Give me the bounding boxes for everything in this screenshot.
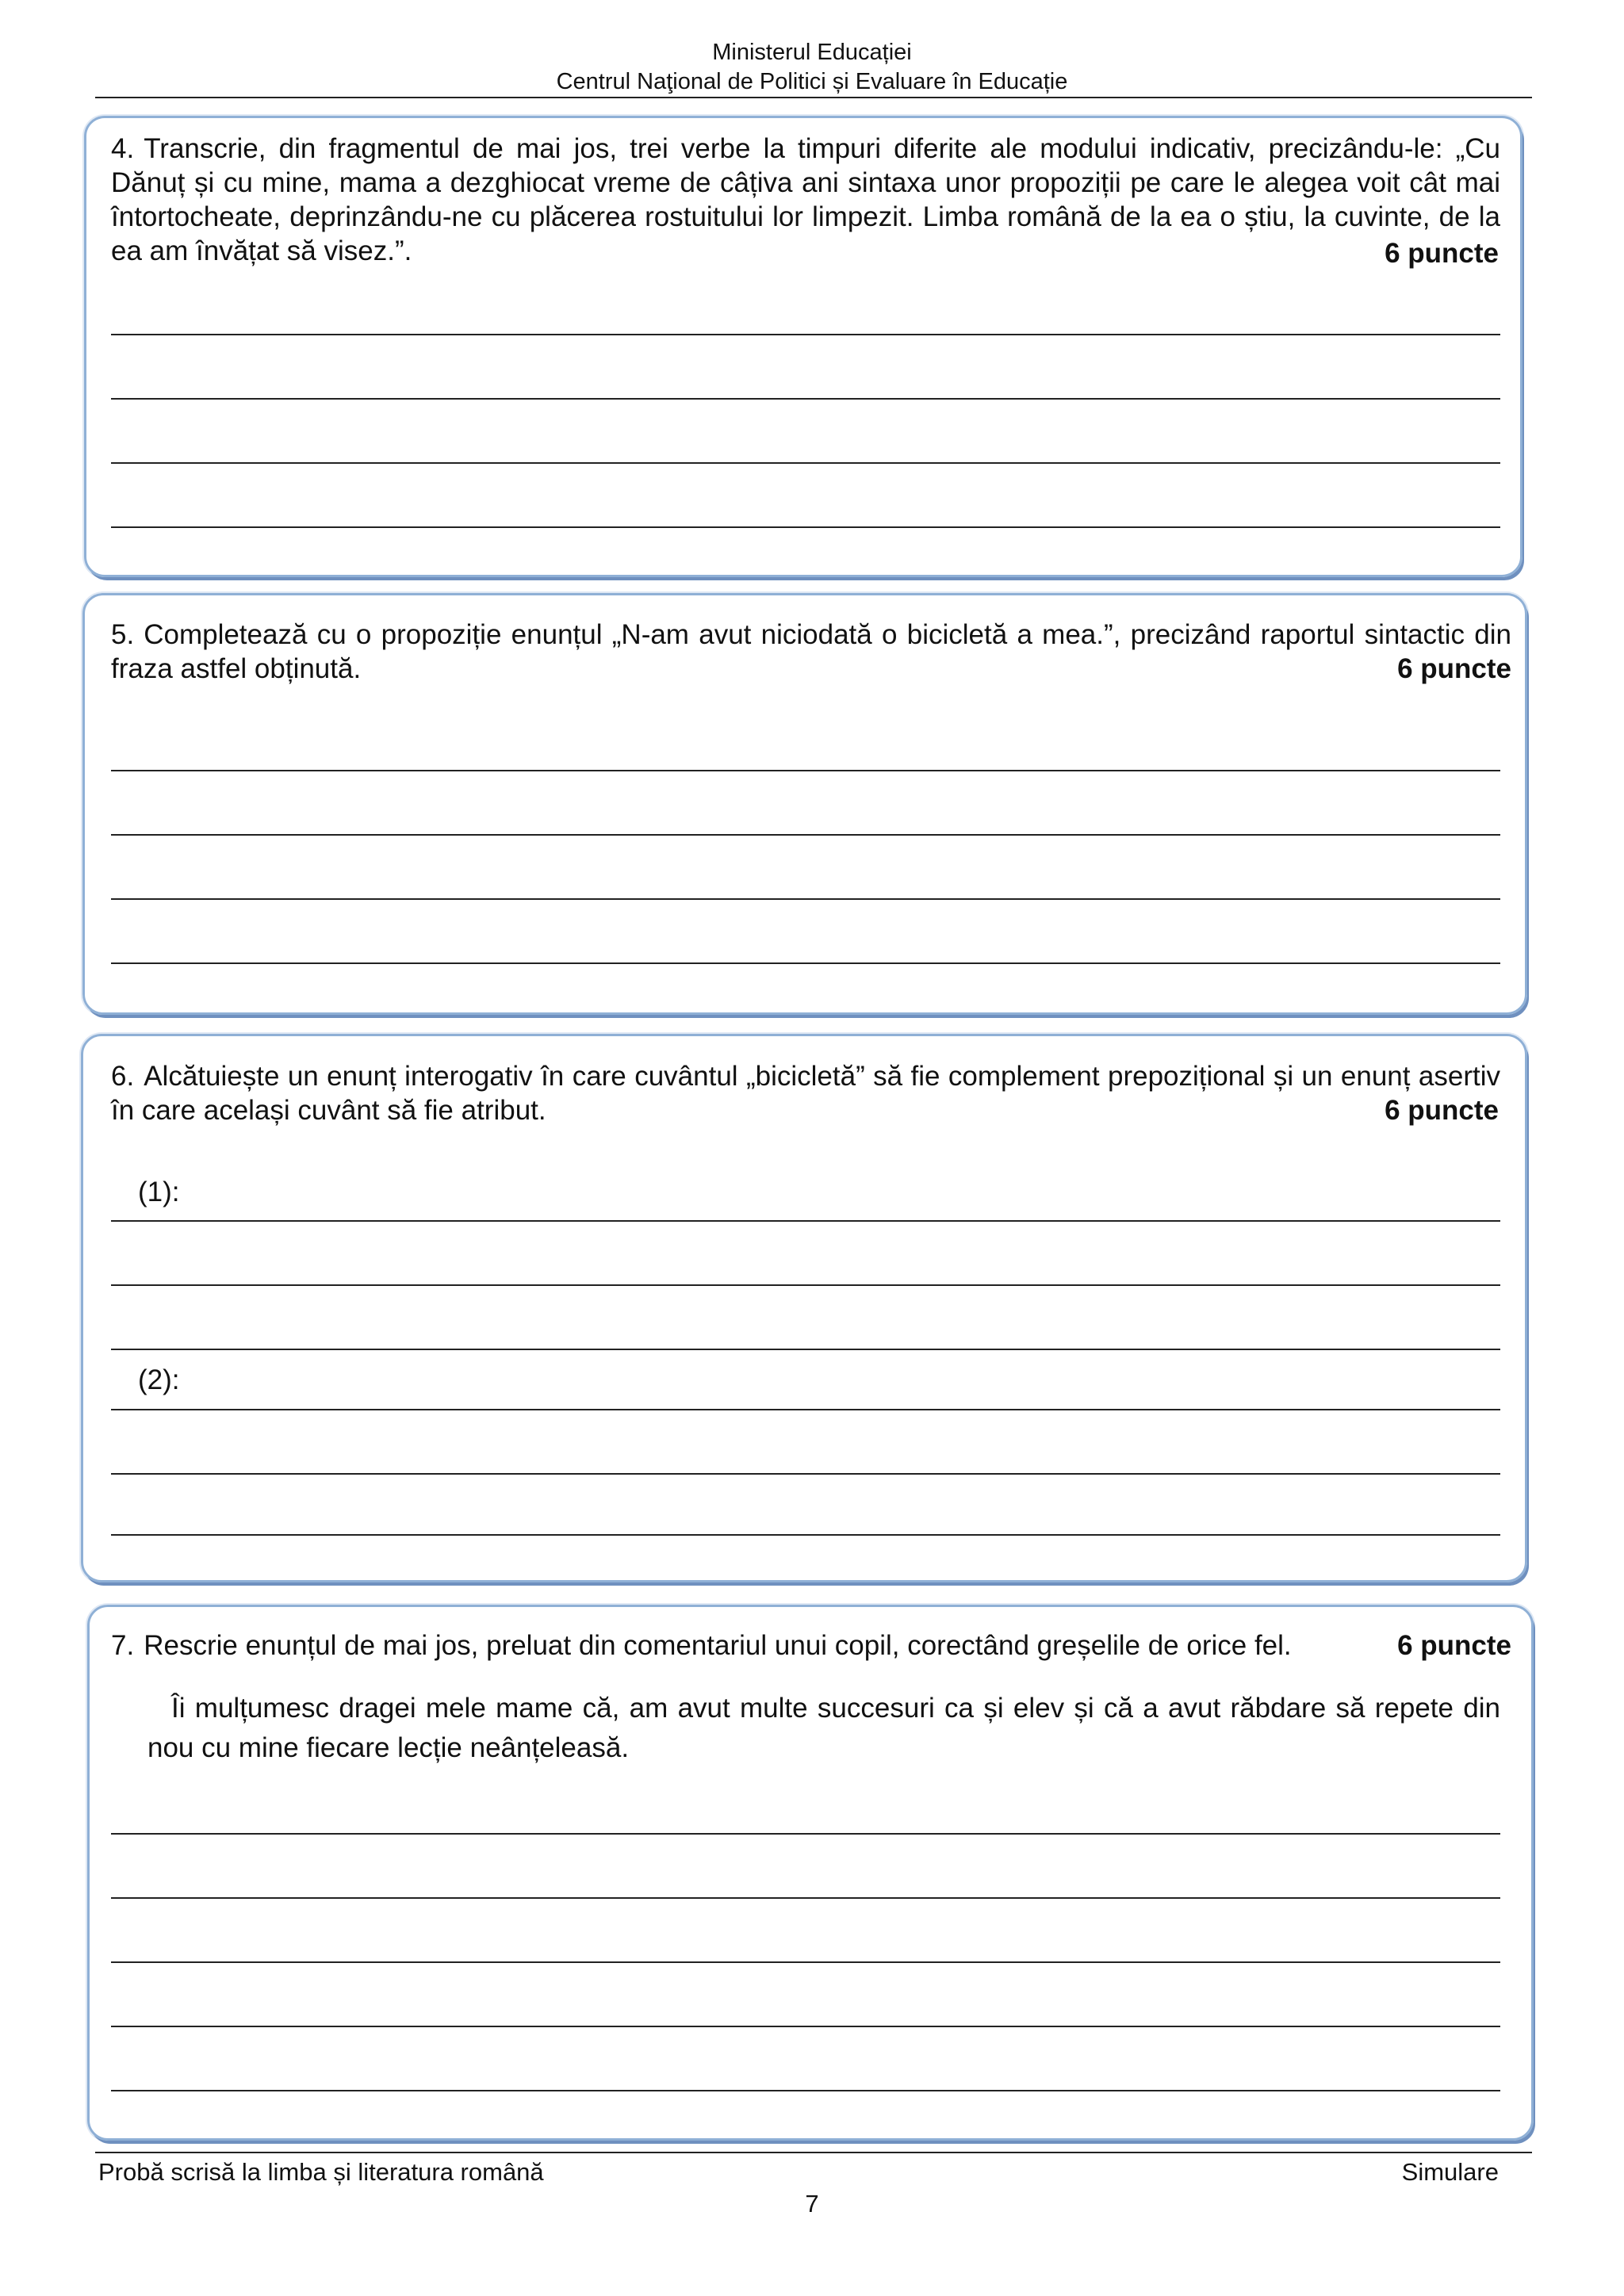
sentence-2-label: (2): bbox=[138, 1364, 180, 1395]
header-divider bbox=[95, 97, 1532, 98]
answer-line[interactable] bbox=[111, 1409, 1500, 1410]
question-7-points: 6 puncte bbox=[1397, 1630, 1511, 1661]
question-7-text bbox=[111, 1628, 1372, 1663]
question-4-points: 6 puncte bbox=[1385, 238, 1499, 269]
question-6-points: 6 puncte bbox=[1385, 1095, 1499, 1126]
question-5-prompt: Completează cu o propoziție enunțul „N-am avut niciodată o bicicletă a mea.”, precizând raportul sintactic din fraza astfel obținută. bbox=[111, 619, 1511, 684]
answer-line[interactable] bbox=[111, 2026, 1500, 2027]
question-5-number: 5. bbox=[111, 619, 135, 650]
footer-exam-title: Probă scrisă la limba și literatura română bbox=[98, 2158, 544, 2186]
answer-line[interactable] bbox=[111, 2090, 1500, 2091]
question-6-number: 6. bbox=[111, 1061, 135, 1092]
answer-line[interactable] bbox=[111, 962, 1500, 964]
answer-line[interactable] bbox=[111, 1220, 1500, 1222]
sentence-1-label: (1): bbox=[138, 1177, 180, 1207]
question-5-points: 6 puncte bbox=[1397, 653, 1511, 684]
answer-line[interactable] bbox=[111, 1897, 1500, 1899]
answer-line[interactable] bbox=[111, 398, 1500, 400]
answer-line[interactable] bbox=[111, 1534, 1500, 1536]
header-center: Centrul Naţional de Politici și Evaluare în Educație bbox=[556, 69, 1068, 94]
page-number: 7 bbox=[805, 2190, 819, 2218]
answer-line[interactable] bbox=[111, 898, 1500, 900]
answer-line[interactable] bbox=[111, 526, 1500, 528]
answer-line[interactable] bbox=[111, 1833, 1500, 1835]
question-4-prompt: Transcrie, din fragmentul de mai jos, trei verbe la timpuri diferite ale modului indicativ, precizându-le: „Cu Dănuț și cu mine, mama a dezghiocat vreme de câțiva ani sintaxa unor propoziții pe care le alegea voit cât mai întortocheate, deprinzându-ne cu plăcerea rostuitului lor limpezit. Limba română de la ea o știu, la cuvinte, de la ea am învățat să visez.”. bbox=[111, 133, 1500, 266]
question-7-box bbox=[87, 1605, 1534, 2141]
answer-line[interactable] bbox=[111, 334, 1500, 335]
question-7-number: 7. bbox=[111, 1630, 135, 1661]
header-ministry: Ministerul Educației bbox=[712, 40, 912, 65]
answer-line[interactable] bbox=[111, 770, 1500, 771]
question-4-number: 4. bbox=[111, 133, 135, 164]
answer-line[interactable] bbox=[111, 834, 1500, 836]
answer-line[interactable] bbox=[111, 1284, 1500, 1286]
answer-line[interactable] bbox=[111, 462, 1500, 464]
answer-line[interactable] bbox=[111, 1473, 1500, 1475]
page-header bbox=[0, 38, 1624, 97]
question-7-prompt: Rescrie enunțul de mai jos, preluat din comentariul unui copil, corectând greșelile de orice fel. bbox=[144, 1630, 1292, 1661]
footer-divider bbox=[95, 2152, 1532, 2153]
question-6-prompt: Alcătuiește un enunț interogativ în care cuvântul „bicicletă” să fie complement prepozițional și un enunț asertiv în care același cuvânt să fie atribut. bbox=[111, 1061, 1500, 1126]
answer-line[interactable] bbox=[111, 1961, 1500, 1963]
quoted-sentence: Îi mulțumesc dragei mele mame că, am avut multe succesuri ca și elev și că a avut răbdare să repete din nou cu mine fiecare lecție neânțeleasă. bbox=[147, 1693, 1500, 1763]
answer-line[interactable] bbox=[111, 1349, 1500, 1350]
footer-exam-type: Simulare bbox=[1401, 2158, 1499, 2186]
